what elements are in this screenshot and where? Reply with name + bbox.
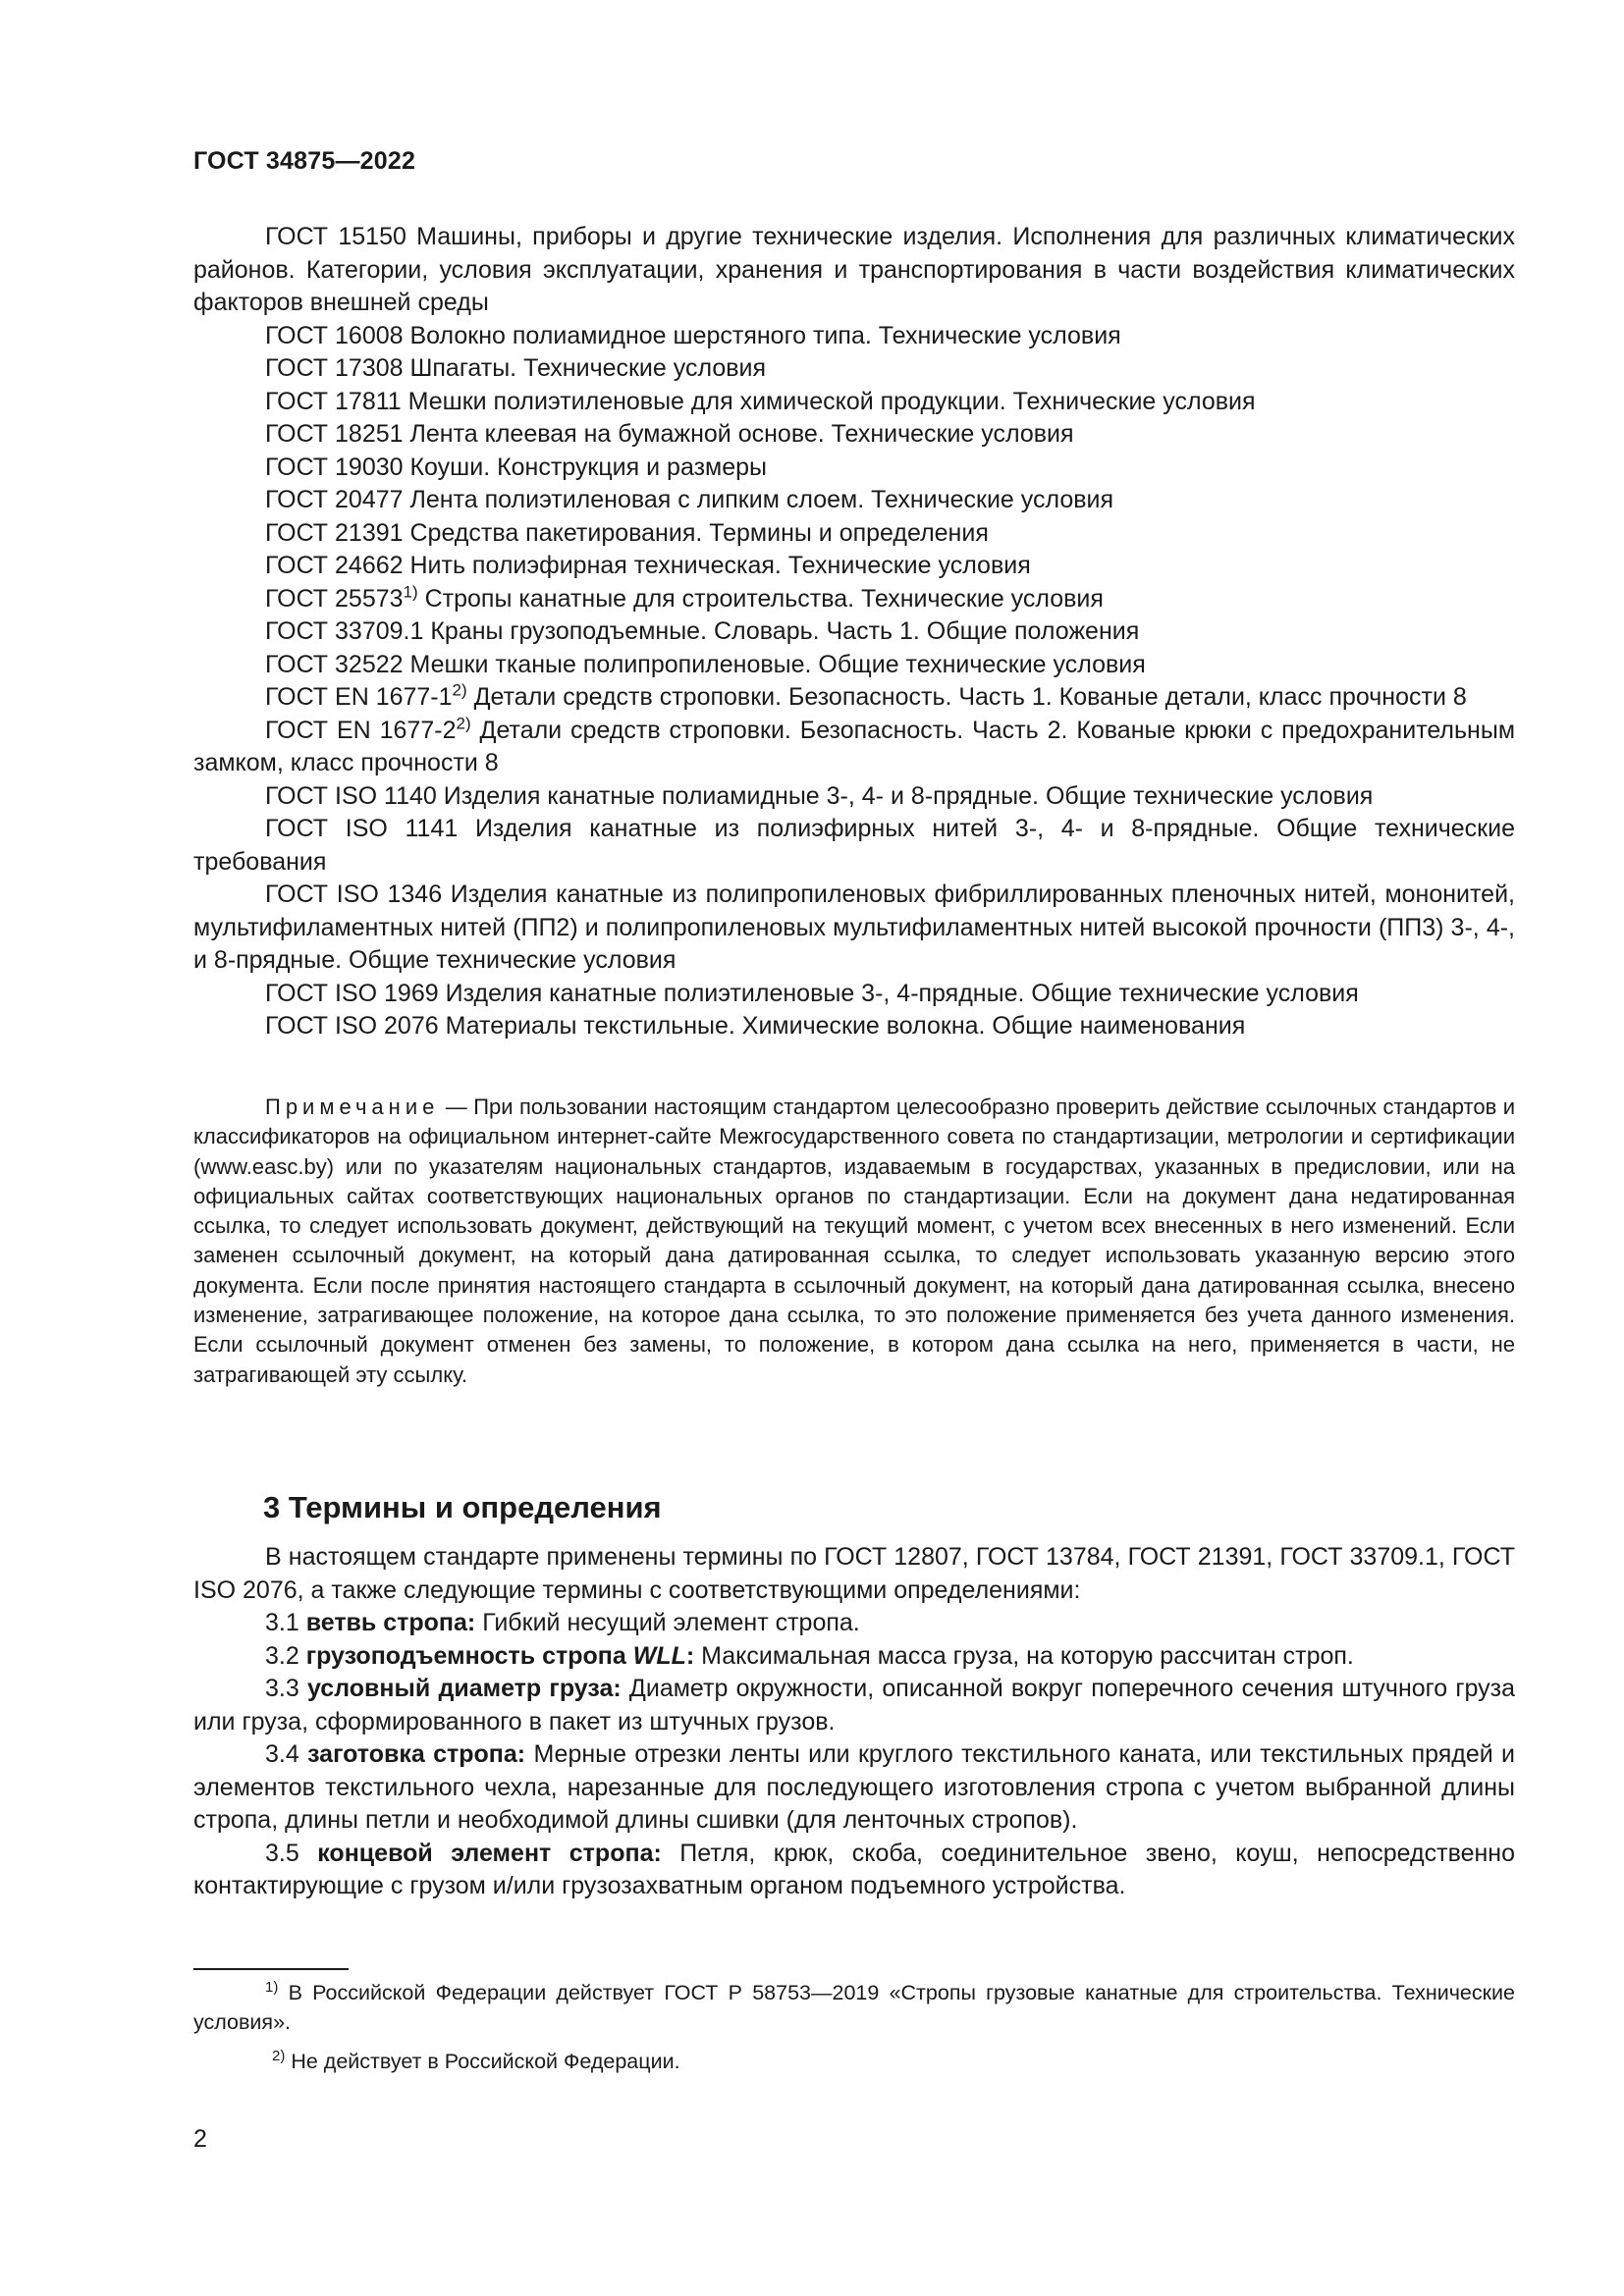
footnote-mark: 2) — [272, 2047, 286, 2064]
term-definition — [193, 1640, 1515, 1674]
term-name: грузоподъемность стропа — [305, 1641, 633, 1670]
reference-item: ГОСТ ISO 1969 Изделия канатные полиэтиленовые 3-, 4-прядные. Общие технические условия — [265, 979, 1359, 1007]
reference-item: ГОСТ 32522 Мешки тканые полипропиленовые. Общие технические условия — [265, 650, 1146, 678]
reference-item — [193, 681, 1515, 715]
term-abbreviation: WLL — [632, 1641, 686, 1670]
reference-item: ГОСТ 33709.1 Краны грузоподъемные. Словарь. Часть 1. Общие положения — [265, 617, 1140, 645]
section-heading: 3 Термины и определения — [263, 1490, 662, 1524]
term-name: концевой элемент стропа: — [317, 1839, 662, 1867]
reference-item: ГОСТ ISO 2076 Материалы текстильные. Химические волокна. Общие наименования — [265, 1012, 1246, 1040]
page-number: 2 — [193, 2125, 207, 2153]
reference-code: ГОСТ EN 1677-2 — [265, 716, 457, 744]
reference-item: ГОСТ 20477 Лента полиэтиленовая с липким слоем. Технические условия — [265, 486, 1114, 513]
reference-title: Детали средств строповки. Безопасность. Часть 2. Кованые крюки с предохранительным замком, класс прочности 8 — [193, 716, 1516, 776]
footnote-marker: 2) — [452, 680, 467, 700]
footnote-mark: 1) — [265, 1978, 279, 1996]
reference-item: ГОСТ ISO 1140 Изделия канатные полиамидные 3-, 4- и 8-прядные. Общие технические условия — [265, 781, 1374, 810]
reference-item: ГОСТ ISO 1346 Изделия канатные из полипропиленовых фибриллированных пленочных нитей, мононитей, мультифиламентных нитей (ПП2) и полипропиленовых мультифиламентных нитей высокой прочности (ПП3) 3-, 4-, и 8-прядные. Общие технические условия — [193, 881, 1515, 974]
reference-item: ГОСТ 24662 Нить полиэфирная техническая. Технические условия — [265, 552, 1031, 579]
footnote-item — [193, 1978, 1515, 2037]
reference-item: ГОСТ 16008 Волокно полиамидное шерстяного типа. Технические условия — [265, 321, 1121, 349]
normative-references — [193, 221, 1515, 1043]
term-number: 3.1 — [265, 1609, 306, 1636]
reference-item: ГОСТ 21391 Средства пакетирования. Термины и определения — [265, 518, 989, 547]
reference-item: ГОСТ 15150 Машины, приборы и другие технические изделия. Исполнения для различных климатических районов. Категории, условия эксплуатации, хранения и транспортирования в части воздействия климатических факторов внешней среды — [193, 223, 1515, 316]
term-text: Петля, крюк, скоба, соединительное звено, коуш, непосредственно контактирующие с грузом и/или грузозахватным органом подъемного устройства. — [193, 1839, 1515, 1899]
terms-section — [193, 1541, 1515, 1903]
footnote-marker: 2) — [456, 714, 471, 733]
term-definition — [193, 1738, 1515, 1838]
footnote-item — [193, 2047, 1515, 2076]
reference-item: ГОСТ 17308 Шпагаты. Технические условия — [265, 354, 767, 382]
footnote-text: Не действует в Российской Федерации. — [285, 2050, 680, 2073]
reference-item: ГОСТ ISO 1141 Изделия канатные из полиэфирных нитей 3-, 4- и 8-прядные. Общие технические требования — [193, 815, 1515, 876]
footnote-separator — [193, 1968, 349, 1970]
reference-item — [193, 583, 1515, 616]
reference-item — [193, 715, 1515, 780]
footnote-text: В Российской Федерации действует ГОСТ Р 58753—2019 «Стропы грузовые канатные для строительства. Технические условия». — [193, 1981, 1515, 2034]
footnote-marker: 1) — [403, 582, 418, 602]
term-colon: : — [685, 1641, 695, 1670]
reference-title: Детали средств строповки. Безопасность. Часть 1. Кованые детали, класс прочности 8 — [466, 683, 1467, 711]
note-paragraph — [193, 1093, 1515, 1390]
term-text: Мерные отрезки ленты или круглого текстильного каната, или текстильных прядей и элементов текстильного чехла, нарезанные для последующего изготовления стропа с учетом выбранной длины стропа, длины петли и необходимой длины сшивки (для ленточных стропов). — [193, 1740, 1516, 1834]
reference-code: ГОСТ EN 1677-1 — [265, 683, 453, 711]
term-name: ветвь стропа: — [305, 1609, 476, 1636]
footnotes — [193, 1978, 1515, 2076]
document-header: ГОСТ 34875—2022 — [193, 147, 416, 175]
term-definition — [193, 1673, 1515, 1738]
reference-code: ГОСТ 25573 — [265, 584, 404, 613]
term-name: условный диаметр груза: — [307, 1675, 622, 1702]
term-text: Гибкий несущий элемент стропа. — [475, 1609, 860, 1636]
term-definition — [193, 1607, 1515, 1640]
section-intro: В настоящем стандарте применены термины по ГОСТ 12807, ГОСТ 13784, ГОСТ 21391, ГОСТ 33709.1, ГОСТ ISO 2076, а также следующие термины с соответствующими определениями: — [193, 1543, 1515, 1604]
term-definition — [193, 1838, 1515, 1903]
term-name: заготовка стропа: — [307, 1740, 526, 1768]
note-text: — При пользовании настоящим стандартом целесообразно проверить действие ссылочных стандартов и классификаторов на официальном интернет-сайте Межгосударственного совета по стандартизации, метрологии и сертификации (www.easc.by) или по указателям национальных стандартов, издаваемым в государствах, указанных в предисловии, или на официальных сайтах соответствующих национальных органов по стандартизации. Если на документ дана недатированная ссылка, то следует использовать документ, действующий на текущий момент, с учетом всех внесенных в него изменений. Если заменен ссылочный документ, на который дана датированная ссылка, то следует использовать указанную версию этого документа. Если после принятия настоящего стандарта в ссылочный документ, на который дана датированная ссылка, внесено изменение, затрагивающее положение, на которое дана ссылка, то это положение применяется без учета данного изменения. Если ссылочный документ отменен без замены, то положение, в котором дана ссылка на него, применяется в части, не затрагивающей эту ссылку. — [193, 1095, 1515, 1387]
reference-item: ГОСТ 19030 Коуши. Конструкция и размеры — [265, 453, 767, 481]
term-number: 3.2 — [265, 1641, 306, 1670]
note-label: Примечание — [265, 1095, 440, 1119]
reference-item: ГОСТ 18251 Лента клеевая на бумажной основе. Технические условия — [265, 420, 1074, 448]
term-text: Максимальная масса груза, на которую рассчитан строп. — [694, 1641, 1354, 1670]
reference-item: ГОСТ 17811 Мешки полиэтиленовые для химической продукции. Технические условия — [265, 387, 1256, 415]
term-number: 3.3 — [265, 1675, 308, 1702]
term-text: Диаметр окружности, описанной вокруг поперечного сечения штучного груза или груза, сформированного в пакет из штучных грузов. — [193, 1675, 1515, 1735]
term-number: 3.5 — [265, 1839, 318, 1867]
term-number: 3.4 — [265, 1740, 308, 1768]
reference-title: Стропы канатные для строительства. Технические условия — [417, 584, 1104, 613]
